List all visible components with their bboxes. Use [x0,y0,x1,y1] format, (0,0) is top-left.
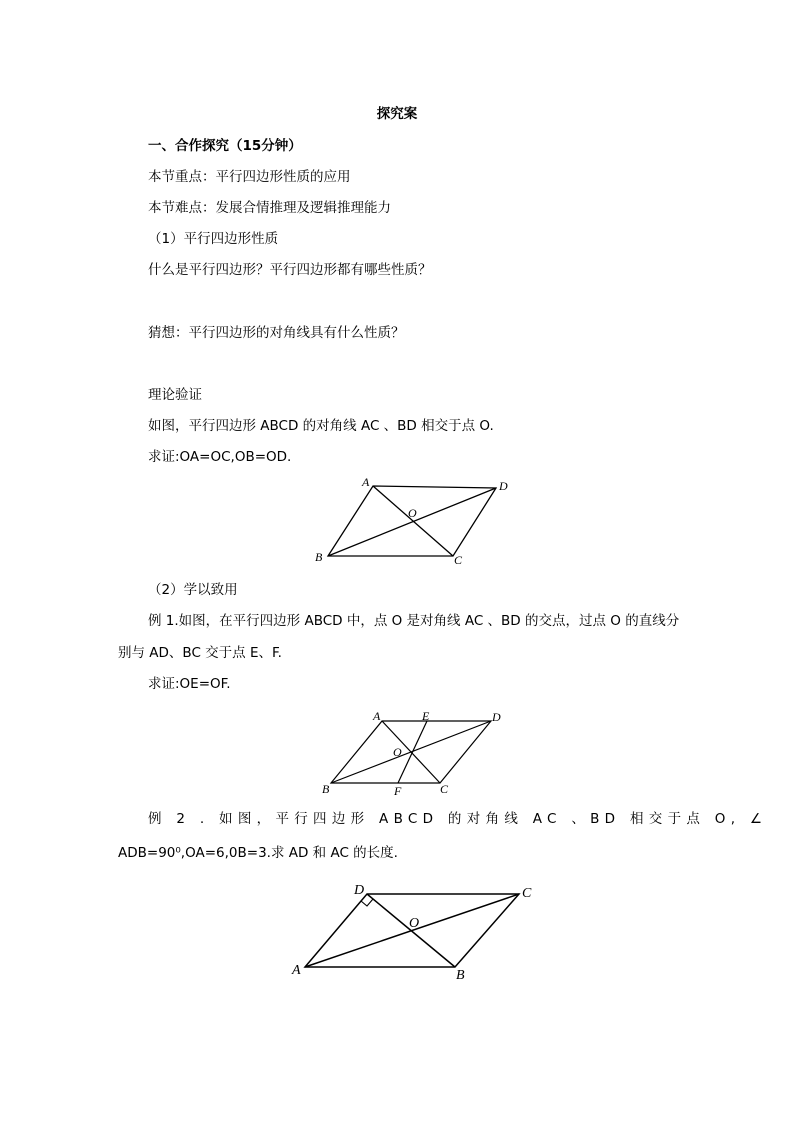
vertex-label-a: A [292,963,301,978]
vertex-label-b: B [456,968,465,983]
vertex-label-b: B [322,782,330,796]
vertex-label-o: O [408,506,417,520]
diagonal-bd [328,488,496,556]
section-heading: 一、合作探究（15分钟） [148,138,302,154]
key-point: 本节重点：平行四边形性质的应用 [148,169,351,185]
figure-parallelogram-3 [285,878,545,988]
point-label-f: F [394,784,402,798]
part1-conjecture: 猜想：平行四边形的对角线具有什么性质？ [148,325,405,341]
vertex-label-c: C [522,886,532,901]
part1-question: 什么是平行四边形？平行四边形都有哪些性质？ [148,262,432,278]
vertex-label-o: O [393,745,402,759]
part2-heading: （2）学以致用 [148,582,238,598]
vertex-label-b: B [315,550,323,564]
part1-heading: （1）平行四边形性质 [148,231,279,247]
example2-text: 例 2 . 如图，平行四边形 ABCD 的对角线 AC 、BD 相交于点 O, ∠ [148,811,768,827]
example1-text-cont: 别与 AD、BC 交于点 E、F. [118,645,282,661]
proof-heading: 理论验证 [148,387,202,403]
vertex-label-a: A [373,709,381,723]
vertex-label-c: C [454,553,463,567]
vertex-label-d: D [499,479,508,493]
vertex-label-d: D [354,883,365,898]
diagonal-bd [331,721,491,783]
difficulty-point: 本节难点：发展合情推理及逻辑推理能力 [148,200,391,216]
example2-text-cont: ADB=90⁰,OA=6,0B=3.求 AD 和 AC 的长度. [118,845,398,861]
vertex-label-c: C [440,782,449,796]
page-title: 探究案 [376,106,418,122]
figure-parallelogram-1 [300,472,530,572]
proof-statement: 求证:OA=OC,OB=OD. [148,449,292,465]
point-label-e: E [422,709,430,723]
vertex-label-o: O [409,916,420,931]
vertex-label-d: D [492,710,501,724]
proof-problem: 如图，平行四边形 ABCD 的对角线 AC 、BD 相交于点 O. [148,418,494,434]
example1-text: 例 1.如图，在平行四边形 ABCD 中，点 O 是对角线 AC 、BD 的交点，过点 O 的直线分 [148,613,680,629]
vertex-label-a: A [362,475,370,489]
figure-parallelogram-2 [310,706,510,802]
example1-prove: 求证:OE=OF. [148,676,231,692]
segment-ef [398,721,427,783]
